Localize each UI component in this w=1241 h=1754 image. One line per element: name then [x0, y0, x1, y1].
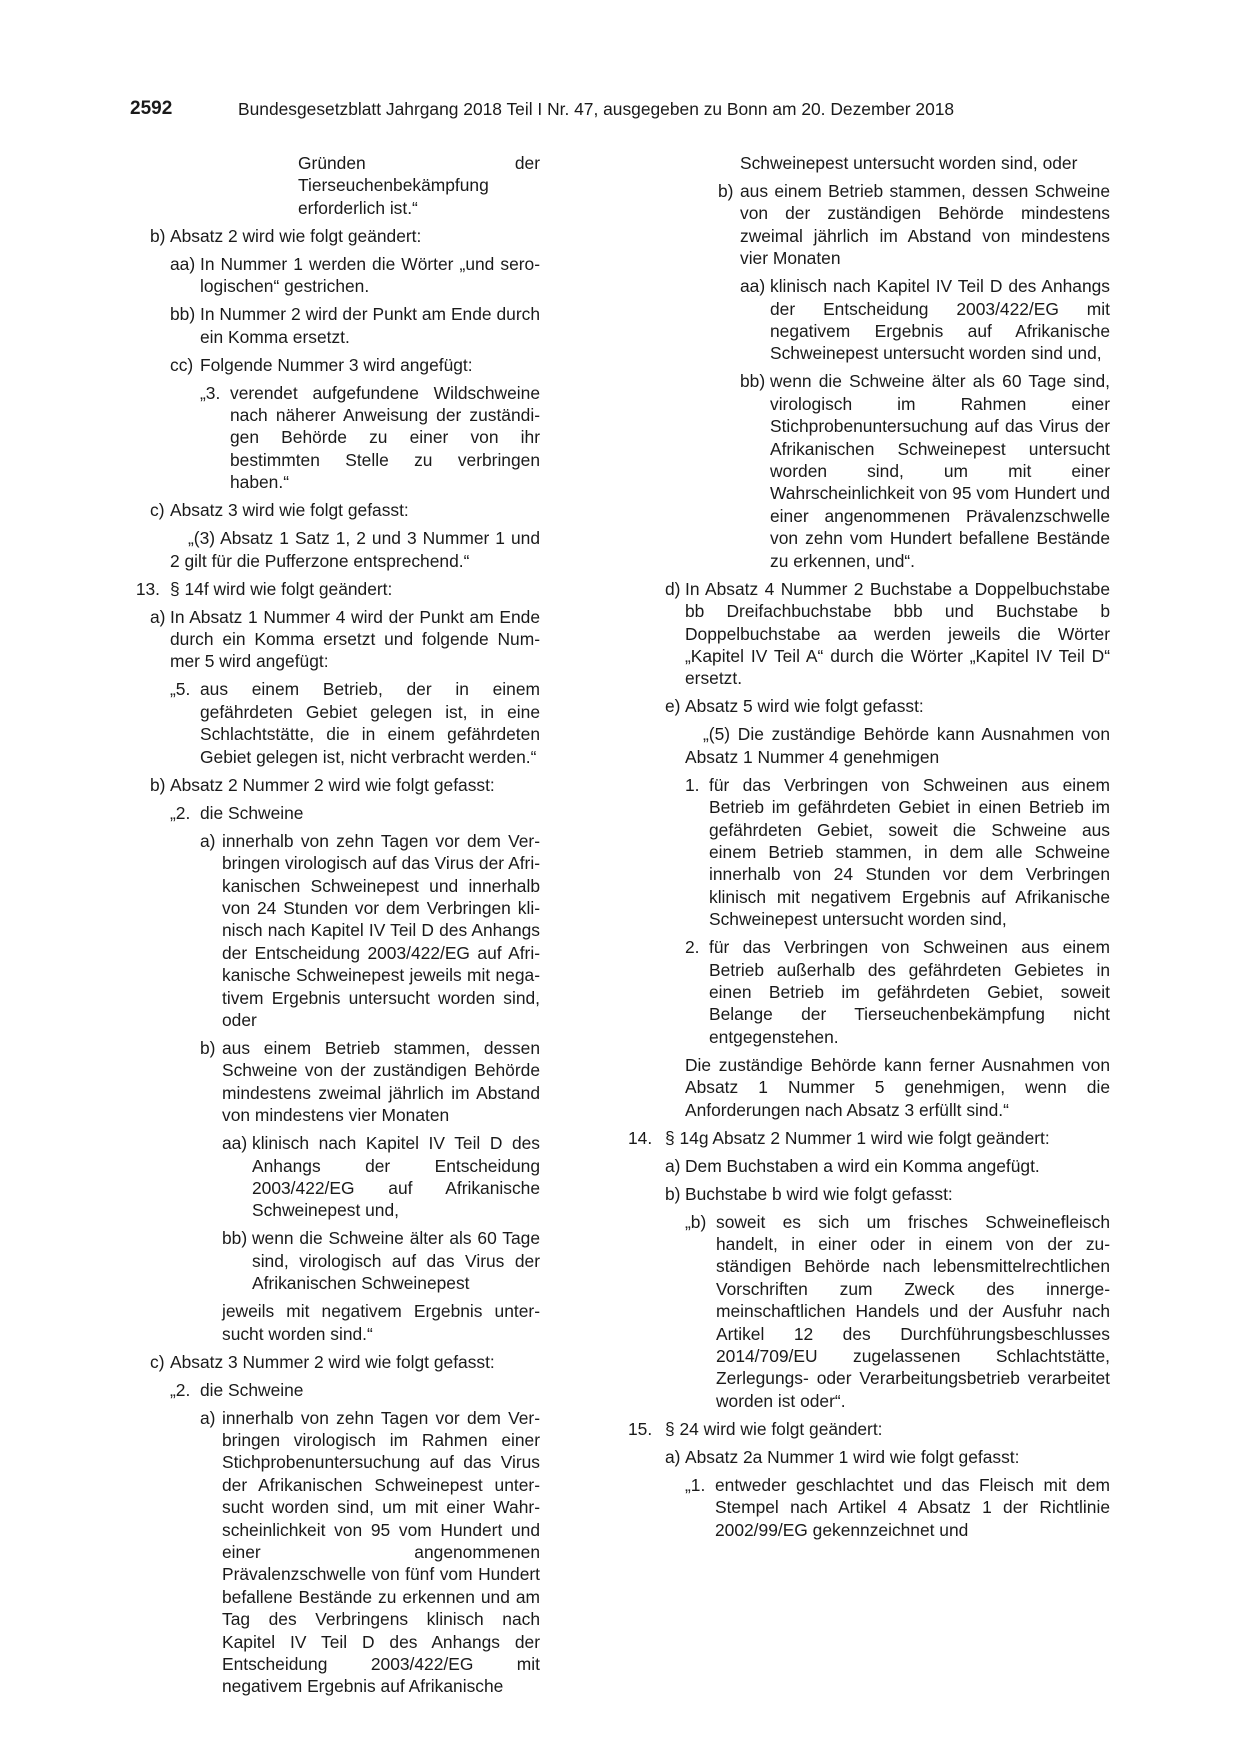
item-15 [628, 1418, 1110, 1440]
item-text: für das Verbringen von Schweinen aus einem Betrieb außerhalb des gefährdeten Gebietes in einen Betrieb im gefährdeten Gebiet, soweit Belange der Tierseuchenbekämpfung nicht entgegenstehen. [709, 937, 1110, 1047]
item-label: b) [150, 225, 166, 246]
item-13-c [150, 1351, 540, 1373]
item-text: innerhalb von zehn Tagen vor dem Verbringen virologisch auf das Virus der Afrikanischen Schweinepest und innerhalb von 24 Stunden vor dem Verbringen klinisch nach Kapitel IV Teil D des Anhangs der Entscheidung 2003/422/EG auf Afrikanische Schweinepest jeweils mit negativem Ergebnis untersucht worden sind, oder [222, 830, 540, 1030]
item-label: c) [150, 1351, 165, 1372]
item-b-bb [740, 370, 1110, 572]
item-13-a-5 [170, 678, 540, 768]
item-text: klinisch nach Kapitel IV Teil D des Anhangs der Entscheidung 2003/422/EG mit negativem Ergebnis auf Afrikanische Schweinepest untersucht worden sind und, [770, 276, 1110, 364]
item-14 [628, 1127, 1110, 1149]
item-e-2 [685, 936, 1110, 1048]
item-b [150, 225, 540, 247]
quoted-paragraph: „(5) Die zuständige Behörde kann Ausnahmen von Absatz 1 Nummer 4 genehmigen [685, 724, 1110, 767]
item-15-a-1 [685, 1474, 1110, 1541]
item-13-b-2-b-bb [222, 1227, 540, 1294]
item-e-1 [685, 774, 1110, 931]
item-14-b [665, 1183, 1110, 1205]
item-b-aa [170, 253, 540, 298]
item-13-c-2 [170, 1379, 540, 1401]
item-text: die Schweine [200, 802, 304, 823]
item-label: bb) [222, 1228, 248, 1249]
item-text: für das Verbringen von Schweinen aus einem Betrieb im gefährdeten Gebiet in einen Betrieb im gefährdeten Gebiet, soweit die Schweine aus einem Betrieb stammen, in dem alle Schweine innerhalb von 24 Stunden vor dem Verbringen klinisch mit negativem Ergebnis auf Afrikanische Schweinepest untersucht worden sind, [709, 774, 1110, 930]
item-13-b [150, 774, 540, 796]
item-text: wenn die Schweine älter als 60 Tage sind, virologisch im Rahmen einer Stichprobenuntersuchung auf das Virus der Afrikanischen Schweinepest untersucht worden sind, um mit einer Wahrscheinlichkeit von 95 vom Hundert und einer angenommenen Prävalenzschwelle von zehn vom Hundert befallene Bestände zu erkennen, und“. [770, 371, 1110, 571]
item-label: a) [150, 606, 166, 627]
item-text: Absatz 5 wird wie folgt gefasst: [685, 696, 924, 717]
item-text: aus einem Betrieb stammen, dessen Schweine von der zuständigen Behörde mindestens zweimal jährlich im Abstand von mindestens vier Monaten [222, 1037, 540, 1126]
item-label: bb) [740, 371, 766, 392]
item-text: Absatz 2 wird wie folgt geändert: [170, 225, 422, 246]
page-header [130, 98, 1110, 128]
item-label: „b) [685, 1211, 707, 1232]
item-label: c) [150, 500, 165, 521]
item-13-a [150, 606, 540, 673]
continuation-text: Schweinepest untersucht worden sind, oder [740, 153, 1078, 173]
item-text: Absatz 3 wird wie folgt gefasst: [170, 500, 409, 521]
item-label: b) [718, 181, 734, 201]
item-e [665, 695, 1110, 717]
item-label: „5. [170, 679, 191, 700]
item-text: Folgende Nummer 3 wird angefügt: [200, 354, 473, 375]
item-text: In Nummer 1 werden die Wörter „und serologischen“ gestrichen. [200, 253, 540, 297]
item-text: § 14f wird wie folgt geändert: [170, 578, 393, 599]
item-label: b) [150, 774, 166, 795]
item-label: cc) [170, 354, 194, 375]
item-label: a) [665, 1155, 681, 1176]
item-text: Buchstabe b wird wie folgt gefasst: [685, 1183, 953, 1204]
right-column [628, 152, 1110, 1541]
item-label: aa) [170, 253, 196, 274]
item-c [150, 499, 540, 521]
item-b-bb [170, 303, 540, 348]
item-label: „2. [170, 802, 191, 823]
item-label: 15. [628, 1418, 653, 1439]
item-text: klinisch nach Kapitel IV Teil D des Anhangs der Entscheidung 2003/422/EG auf Afrikanische Schweinepest und, [252, 1133, 540, 1221]
item-15-a [665, 1446, 1110, 1468]
item-label: a) [200, 830, 216, 851]
closing-text: jeweils mit negativem Ergebnis untersucht worden sind.“ [222, 1301, 540, 1344]
item-b-cc [170, 354, 540, 376]
item-13-c-2-a [200, 1407, 540, 1698]
item-label: 14. [628, 1127, 653, 1148]
item-label: 2. [685, 937, 700, 958]
item-text: Absatz 2a Nummer 1 wird wie folgt gefasst: [685, 1446, 1020, 1467]
running-title: Bundesgesetzblatt Jahrgang 2018 Teil I Nr. 47, ausgegeben zu Bonn am 20. Dezember 2018 [238, 99, 955, 119]
item-text: Dem Buchstaben a wird ein Komma angefügt. [685, 1155, 1040, 1176]
quoted-paragraph: „(3) Absatz 1 Satz 1, 2 und 3 Nummer 1 und 2 gilt für die Pufferzone entsprechend.“ [170, 528, 540, 571]
item-text: Absatz 3 Nummer 2 wird wie folgt gefasst: [170, 1351, 495, 1372]
item-label: e) [665, 696, 681, 717]
item-text: In Nummer 2 wird der Punkt am Ende durch ein Komma ersetzt. [200, 304, 540, 347]
item-d [665, 578, 1110, 690]
item-label: aa) [222, 1133, 248, 1154]
item-b [718, 180, 1110, 270]
item-label: a) [200, 1407, 216, 1428]
item-text: soweit es sich um frisches Schweinefleisch handelt, in einer oder in einem von der zuständigen Behörde nach lebensmittelrechtlichen Vorschriften zum Zweck des innergemeinschaftlichen Handels und der Ausfuhr nach Artikel 12 des Durchführungsbeschlusses 2014/709/EU zugelassenen Schlachtstätte, Zerlegungs- oder Verarbeitungsbetrieb verarbeitet worden ist oder“. [716, 1211, 1110, 1411]
item-13-b-2-b [200, 1037, 540, 1127]
item-13 [130, 578, 540, 600]
item-text: entweder geschlachtet und das Fleisch mit dem Stempel nach Artikel 4 Absatz 1 der Richtlinie 2002/99/EG gekennzeichnet und [715, 1474, 1110, 1540]
item-text: aus einem Betrieb stammen, dessen Schweine von der zuständigen Behörde mindestens zweimal jährlich im Abstand von mindestens vier Monaten [740, 181, 1110, 269]
item-13-b-2-b-aa [222, 1132, 540, 1222]
item-text: § 14g Absatz 2 Nummer 1 wird wie folgt geändert: [665, 1127, 1050, 1148]
item-text: verendet aufgefundene Wildschweine nach näherer Anweisung der zuständigen Behörde zu einer von ihr bestimmten Stelle zu verbringen haben.“ [230, 382, 540, 493]
item-b-cc-3 [200, 382, 540, 494]
item-14-b-quote [685, 1211, 1110, 1413]
item-label: aa) [740, 276, 766, 297]
left-column [130, 152, 610, 1698]
page-number: 2592 [130, 98, 173, 119]
item-label: b) [665, 1183, 681, 1204]
item-label: 1. [685, 774, 700, 795]
item-b-aa [740, 275, 1110, 365]
item-label: 13. [135, 578, 160, 599]
item-label: bb) [170, 304, 196, 325]
item-label: a) [665, 1446, 681, 1467]
continuation-text: Gründen der Tierseuchenbekämpfung erforderlich ist.“ [298, 153, 540, 218]
item-text: In Absatz 4 Nummer 2 Buchstabe a Doppelbuchstabe bb Dreifachbuchstabe bbb und Buchstabe b Doppelbuchstabe aa werden jeweils die Wörter „Kapitel IV Teil A“ durch die Wörter „Kapitel IV Teil D“ ersetzt. [685, 578, 1110, 689]
closing-text: Die zuständige Behörde kann ferner Ausnahmen von Absatz 1 Nummer 5 genehmigen, wenn die Anforderungen nach Absatz 3 erfüllt sind.“ [685, 1054, 1110, 1120]
item-text: wenn die Schweine älter als 60 Tage sind, virologisch auf das Virus der Afrikanischen Schweinepest [252, 1228, 540, 1294]
item-text: § 24 wird wie folgt geändert: [665, 1418, 883, 1439]
item-label: „3. [200, 382, 221, 403]
item-13-b-2-a [200, 830, 540, 1032]
item-text: aus einem Betrieb, der in einem gefährdeten Gebiet gelegen ist, in eine Schlachtstätte, die in einem gefährdeten Gebiet gelegen ist, nicht verbracht werden.“ [200, 679, 540, 767]
item-text: Absatz 2 Nummer 2 wird wie folgt gefasst: [170, 774, 495, 795]
item-text: die Schweine [200, 1379, 304, 1400]
item-text: In Absatz 1 Nummer 4 wird der Punkt am Ende durch ein Komma ersetzt und folgende Nummer 5 wird angefügt: [170, 606, 540, 672]
item-label: d) [665, 578, 681, 599]
item-text: innerhalb von zehn Tagen vor dem Verbringen virologisch im Rahmen einer Stichprobenuntersuchung auf das Virus der Afrikanischen Schweinepest untersucht worden sind, um mit einer Wahrscheinlichkeit von 95 vom Hundert und einer angenommenen Prävalenzschwelle von fünf vom Hundert befallene Bestände zu erkennen und am Tag des Verbringens klinisch nach Kapitel IV Teil D des Anhangs der Entscheidung 2003/422/EG mit negativem Ergebnis auf Afrikanische [222, 1407, 540, 1697]
item-label: „1. [685, 1474, 706, 1495]
item-14-a [665, 1155, 1110, 1177]
item-13-b-2 [170, 802, 540, 824]
item-label: b) [200, 1037, 216, 1058]
item-label: „2. [170, 1379, 191, 1400]
